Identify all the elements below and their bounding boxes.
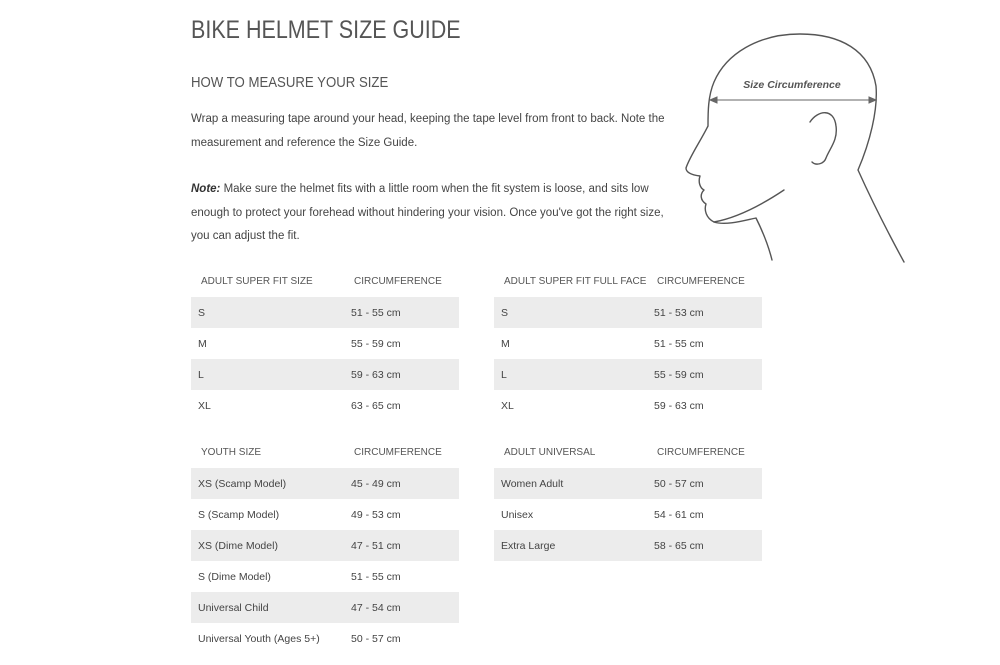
table-row: [494, 359, 762, 390]
table-header: [494, 437, 762, 468]
size-cell: L: [198, 368, 204, 381]
circumference-cell: 51 - 55 cm: [351, 570, 401, 583]
size-cell: XL: [198, 399, 211, 412]
table-header: [191, 266, 459, 297]
table-row: [191, 359, 459, 390]
youth-size-table: [191, 437, 459, 654]
size-cell: XS (Dime Model): [198, 539, 278, 552]
size-cell: Women Adult: [501, 477, 564, 490]
adult-full-face-table: [494, 266, 762, 421]
size-cell: S (Scamp Model): [198, 508, 280, 521]
note-text: Make sure the helmet fits with a little room when the fit system is loose, and sits low enough to protect your forehead without hindering your vision. Once you've got the right size, you can adjust the fit.: [191, 183, 664, 242]
size-column-header: ADULT SUPER FIT FULL FACE: [504, 276, 647, 287]
size-cell: S: [501, 306, 509, 319]
circumference-column-header: CIRCUMFERENCE: [657, 447, 745, 458]
circumference-column-header: CIRCUMFERENCE: [354, 276, 442, 287]
table-row: [494, 297, 762, 328]
head-measurement-diagram: [680, 30, 910, 265]
size-cell: Universal Youth (Ages 5+): [198, 632, 320, 645]
circumference-cell: 63 - 65 cm: [351, 399, 401, 412]
size-cell: S: [198, 306, 206, 319]
size-cell: L: [501, 368, 507, 381]
size-cell: M: [198, 337, 207, 350]
circumference-column-header: CIRCUMFERENCE: [354, 447, 442, 458]
table-row: [191, 561, 459, 592]
circumference-cell: 51 - 53 cm: [654, 306, 704, 319]
circumference-cell: 50 - 57 cm: [654, 477, 704, 490]
circumference-cell: 49 - 53 cm: [351, 508, 401, 521]
section-subtitle: HOW TO MEASURE YOUR SIZE: [191, 74, 389, 91]
table-row: [191, 390, 459, 421]
table-row: [494, 530, 762, 561]
circumference-cell: 47 - 54 cm: [351, 601, 401, 614]
table-row: [494, 328, 762, 359]
size-cell: Extra Large: [501, 539, 556, 552]
instructions-paragraph: Wrap a measuring tape around your head, keeping the tape level from front to back. Note the measurement and reference the Size Guide.: [191, 113, 665, 149]
size-cell: Universal Child: [198, 601, 269, 614]
table-row: [191, 530, 459, 561]
circumference-cell: 55 - 59 cm: [654, 368, 704, 381]
table-row: [191, 297, 459, 328]
table-row: [494, 499, 762, 530]
note-label: Note:: [191, 183, 221, 195]
size-column-header: YOUTH SIZE: [201, 447, 262, 458]
page-title: BIKE HELMET SIZE GUIDE: [191, 16, 461, 44]
circumference-cell: 51 - 55 cm: [351, 306, 401, 319]
circumference-cell: 55 - 59 cm: [351, 337, 401, 350]
table-header: [191, 437, 459, 468]
table-row: [191, 468, 459, 499]
size-cell: XL: [501, 399, 514, 412]
circumference-cell: 54 - 61 cm: [654, 508, 704, 521]
circumference-cell: 51 - 55 cm: [654, 337, 704, 350]
circumference-cell: 59 - 63 cm: [351, 368, 401, 381]
diagram-label: Size Circumference: [743, 79, 841, 91]
size-column-header: ADULT UNIVERSAL: [504, 447, 596, 458]
circumference-cell: 58 - 65 cm: [654, 539, 704, 552]
table-row: [191, 499, 459, 530]
circumference-column-header: CIRCUMFERENCE: [657, 276, 745, 287]
table-header: [494, 266, 762, 297]
size-cell: XS (Scamp Model): [198, 477, 287, 490]
note-paragraph: [191, 178, 676, 249]
table-row: [494, 390, 762, 421]
size-cell: Unisex: [501, 508, 534, 521]
size-column-header: ADULT SUPER FIT SIZE: [201, 276, 313, 287]
table-row: [191, 328, 459, 359]
table-row: [191, 623, 459, 654]
size-cell: M: [501, 337, 510, 350]
circumference-cell: 50 - 57 cm: [351, 632, 401, 645]
circumference-cell: 59 - 63 cm: [654, 399, 704, 412]
circumference-cell: 45 - 49 cm: [351, 477, 401, 490]
table-row: [494, 468, 762, 499]
table-row: [191, 592, 459, 623]
adult-universal-table: [494, 437, 762, 561]
circumference-cell: 47 - 51 cm: [351, 539, 401, 552]
size-cell: S (Dime Model): [198, 570, 271, 583]
adult-super-fit-table: [191, 266, 459, 421]
